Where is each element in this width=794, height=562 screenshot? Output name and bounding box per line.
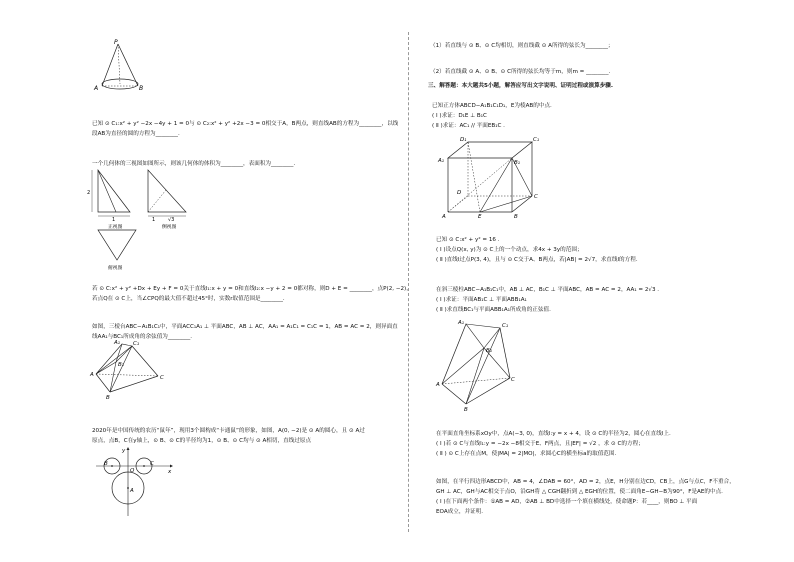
side-view-label: 侧视图 <box>162 225 177 230</box>
p19-line1: 在斜三棱柱ABC−A₁B₁C₁中，AB ⊥ AC，B₁C ⊥ 平面ABC，AB = AC = 2，AA₁ = 2√3 . <box>436 287 660 293</box>
q-line-line2: 若点Q在 ⊙ C上，当∠CPQ的最大值不超过45°时，实数r取值范围是________. <box>92 296 285 302</box>
top-view-label: 俯视图 <box>108 266 123 271</box>
cone-label-a: A <box>94 85 99 92</box>
q-tiger-part1: （1）若直线与 ⊙ B、⊙ C均相切，则直线截 ⊙ A所得的弦长为________； <box>430 43 614 49</box>
cube-label-d: D <box>457 190 462 196</box>
cube-label-a1: A₁ <box>438 158 444 164</box>
q-prism-line2: 线AA₁与BC₁所成角的余弦值为________. <box>92 334 193 340</box>
oblique-label-a1: A₁ <box>458 320 464 326</box>
p18-line1: 已知 ⊙ C:x² + y² = 16 . <box>436 237 500 243</box>
q-circles-line2: 段AB为直径的圆的方程为________. <box>92 131 180 137</box>
q-prism-line1: 如图，三棱台ABC−A₁B₁C₁中，平面ACC₁A₁ ⊥ 平面ABC，AB ⊥ AC，AA₁ = A₁C₁ = C₁C = 1，AB = AC = 2，则异面直 <box>92 324 398 330</box>
frustum-label-b: B <box>106 395 110 401</box>
q-threeview-line1: 一个几何体的三视图如图所示，则该几何体的体积为________，表面积为________. <box>92 161 296 167</box>
mouse-label-x: x <box>168 469 172 475</box>
p17-line3: ( Ⅱ )求证：AC₁ // 平面EB₁C . <box>432 123 505 129</box>
oblique-label-b1: B₁ <box>486 348 492 354</box>
p17-line1: 已知正方体ABCD−A₁B₁C₁D₁，E为棱AB的中点. <box>432 103 552 109</box>
cube-label-a: A <box>442 214 446 220</box>
frustum-label-a1: A₁ <box>114 340 120 346</box>
oblique-label-c1: C₁ <box>502 323 509 329</box>
threeview-figure <box>87 168 200 271</box>
p20-line3: ( Ⅱ ) ⊙ C上存在点M，使|MA| = 2|MO|，求圆心C的横坐标a的取值范围. <box>436 451 617 457</box>
p21-line4: EOA成立，并证明. <box>436 509 484 515</box>
q-circles-line1: 已知 ⊙ C₁:x² + y² −2x −4y + 1 = 0与 ⊙ C₂:x² + y² +2x −3 = 0相交于A，B两点，则直线AB的方程为________，以线 <box>92 121 399 127</box>
dim-side-1: 1 <box>152 217 156 223</box>
cube-label-d1: D₁ <box>460 137 467 143</box>
cube-label-c: C <box>534 194 538 200</box>
q-tiger-part2: （2）若直线截 ⊙ A、⊙ B、⊙ C所得的弦长均等于m，则m = ________. <box>430 69 611 75</box>
p19-line3: ( Ⅱ )求直线BC₁与平面ABB₁A₁所成角的正弦值. <box>436 307 551 313</box>
dim-side-2: √3 <box>168 217 175 223</box>
cube-figure <box>438 136 542 218</box>
frustum-figure <box>90 340 168 400</box>
cube-label-e: E <box>478 214 482 220</box>
frustum-label-c1: C₁ <box>133 341 140 347</box>
cube-label-c1: C₁ <box>533 137 540 143</box>
p20-line1: 在平面直角坐标系xOy中，点A(−3, 0)，直线l:y = x + 4，设 ⊙ C的半径为2，圆心在直线l上. <box>436 431 671 437</box>
section-3-heading: 三、解答题：本大题共5小题，解答应写出文字说明、证明过程或演算步骤. <box>428 83 614 89</box>
oblique-label-b: B <box>464 407 468 413</box>
p18-line2: ( Ⅰ )设点Q(x, y)为 ⊙ C上的一个动点，求4x + 3y的范围； <box>436 247 583 253</box>
mouse-figure <box>92 446 174 518</box>
oblique-prism-figure <box>436 318 516 413</box>
p20-line2: ( Ⅰ )若 ⊙ C与直线l₁:y = −2x −8相交于E、F两点，且|EF| = √2 ，求 ⊙ C的方程； <box>436 441 644 447</box>
p19-line2: ( Ⅰ )求证：平面AB₁C ⊥ 平面ABB₁A₁ <box>436 297 527 303</box>
cone-label-p: P <box>114 39 118 46</box>
mouse-label-c: C <box>150 461 154 467</box>
front-view-label: 正视图 <box>108 225 123 230</box>
q-tiger-line2: 原点，点B，C在y轴上，⊙ B、⊙ C的半径均为1，⊙ B、⊙ C均与 ⊙ A相切，直线过原点 <box>92 438 312 444</box>
oblique-label-a: A <box>436 382 440 388</box>
cone-figure <box>94 39 148 96</box>
frustum-label-b1: B₁ <box>118 362 124 368</box>
cube-label-b: B <box>514 214 518 220</box>
p17-line2: ( Ⅰ )求证：D₁E ⊥ B₁C <box>432 113 487 119</box>
p21-line2: GH ⊥ AC，GH与AC相交于点O，沿GH将 △ CGH翻折到 △ EGH的位置，使二面角E−GH−B为90°，F是AE的中点. <box>436 489 723 495</box>
q-line-line1: 若 ⊙ C:x² + y² +Dx + Ey + F = 0关于直线l₁:x + y = 0和直线l₂:x −y + 2 = 0都对称，则D + E = ________，点P(2, −2)， <box>92 286 412 292</box>
p21-line1: 如图，在平行四边形ABCD中，AB = 4，∠DAB = 60°，AD = 2，点E，H分别在边CD，CB上，点G与点C，F不重合， <box>436 479 735 485</box>
q-tiger-line1: 2020年是中国传统的农历“鼠年”，现用3个圆构成“卡通鼠”的形象，如图，A(0, −2)是 ⊙ A的圆心，且 ⊙ A过 <box>92 428 365 434</box>
cone-label-b: B <box>139 85 144 92</box>
cube-label-b1: B₁ <box>514 160 520 166</box>
dim-height: 2 <box>87 190 91 196</box>
mouse-label-o: O <box>130 468 135 474</box>
column-divider <box>408 32 409 532</box>
mouse-label-y: y <box>122 448 126 454</box>
mouse-label-a: A <box>130 488 134 494</box>
frustum-label-a: A <box>90 372 94 378</box>
oblique-label-c: C <box>511 377 515 383</box>
dim-width: 1 <box>112 217 116 223</box>
p21-line3: ( Ⅰ )在下面两个条件：①AB = AD，②AB ⊥ BD中选择一个填在横线处，使命题P：若____，则BO ⊥ 平面 <box>436 499 698 505</box>
mouse-label-b: B <box>104 461 108 467</box>
p18-line3: ( Ⅱ )直线l过点P(3, 4)，且与 ⊙ C交于A、B两点，若|AB| = 2√7，求直线l的方程. <box>436 257 638 263</box>
frustum-label-c: C <box>160 375 164 381</box>
